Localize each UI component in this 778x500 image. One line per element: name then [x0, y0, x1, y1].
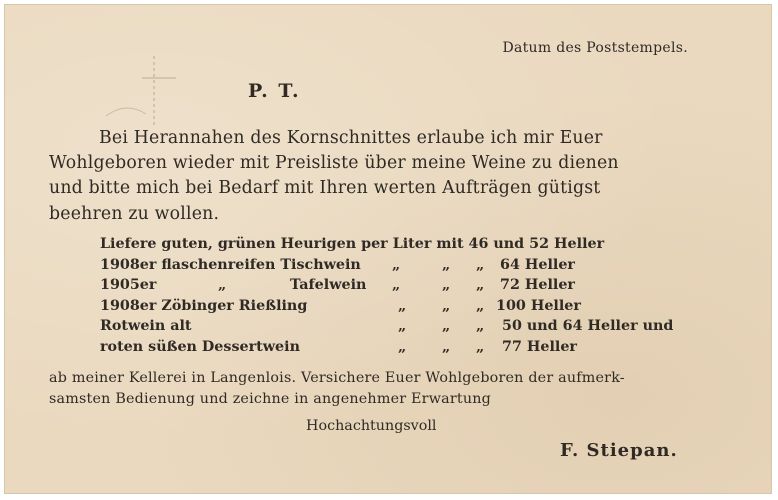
wine-name: Rotwein alt: [100, 318, 192, 335]
closing-line: ab meiner Kellerei in Langenlois. Versichere Euer Wohlgeboren der aufmerk-: [49, 370, 625, 386]
ditto-mark: „: [476, 318, 485, 335]
wine-name: roten süßen Dessertwein: [100, 338, 300, 355]
greeting: Hochachtungsvoll: [306, 418, 437, 434]
body-line: Bei Herannahen des Kornschnittes erlaube ich mir Euer: [99, 128, 603, 148]
ditto-mark: „: [476, 297, 485, 314]
ditto-mark: „: [476, 277, 485, 294]
wine-name: 1908er flaschenreifen Tischwein: [100, 256, 361, 273]
signature: F. Stiepan.: [560, 440, 678, 461]
wine-name-continued: Tafelwein: [290, 277, 367, 294]
wine-price: 64 Heller: [500, 256, 575, 273]
ditto-mark: „: [218, 277, 227, 294]
ditto-mark: „: [442, 277, 451, 294]
wine-name: 1908er Zöbinger Rießling: [100, 297, 308, 314]
wine-price: 100 Heller: [496, 297, 581, 314]
wine-price: 72 Heller: [500, 277, 575, 294]
ditto-mark: „: [442, 256, 451, 273]
body-line: beehren zu wollen.: [49, 203, 220, 224]
ditto-mark: „: [476, 338, 485, 355]
ditto-mark: „: [392, 277, 401, 294]
postmark-smudge: [96, 56, 186, 126]
wine-name: Liefere guten, grünen Heurigen per Liter mit 46 und 52 Heller: [100, 236, 605, 252]
ditto-mark: „: [442, 338, 451, 355]
ditto-mark: „: [476, 256, 485, 273]
wine-name: 1905er: [100, 277, 157, 294]
wine-price: 50 und 64 Heller und: [502, 318, 674, 335]
ditto-mark: „: [398, 338, 407, 355]
ditto-mark: „: [442, 297, 451, 314]
ditto-mark: „: [392, 256, 401, 273]
date-note: Datum des Poststempels.: [502, 40, 688, 56]
ditto-mark: „: [442, 318, 451, 335]
wine-price: 77 Heller: [502, 338, 577, 355]
body-line: und bitte mich bei Bedarf mit Ihren werten Aufträgen gütigst: [49, 178, 601, 199]
ditto-mark: „: [398, 297, 407, 314]
ditto-mark: „: [398, 318, 407, 335]
closing-paragraph: [49, 368, 729, 410]
body-line: Wohlgeboren wieder mit Preisliste über meine Weine zu dienen: [49, 153, 619, 174]
body-paragraph: [49, 126, 709, 227]
postcard: [4, 4, 772, 494]
closing-line: samsten Bedienung und zeichne in angenehmer Erwartung: [49, 391, 492, 407]
salutation: P. T.: [248, 80, 301, 102]
